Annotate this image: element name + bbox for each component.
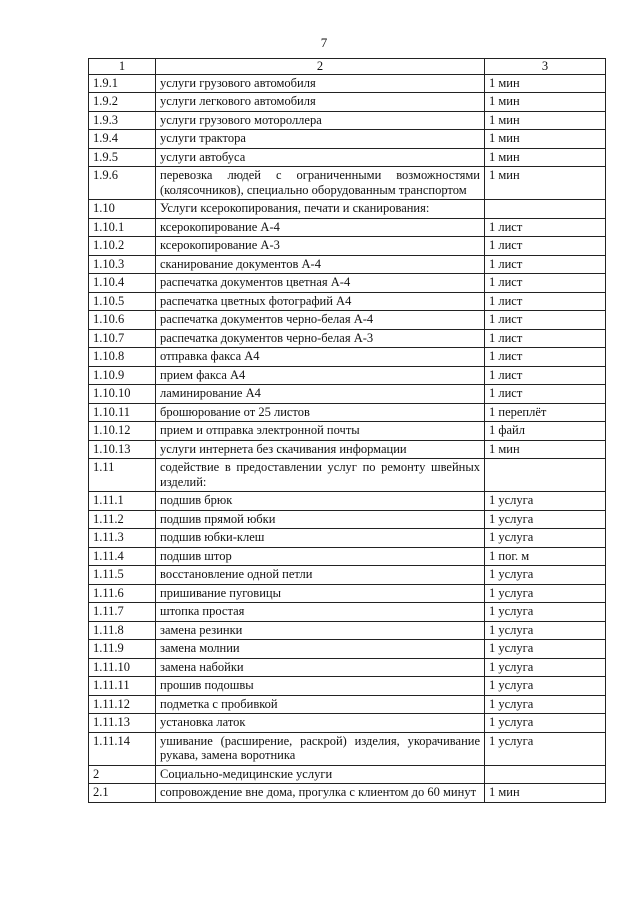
service-name: распечатка документов черно-белая А-3 (156, 329, 485, 348)
table-row (89, 621, 606, 640)
service-name: содействие в предоставлении услуг по ремонту швейных изделий: (156, 459, 485, 492)
service-name: замена набойки (156, 658, 485, 677)
table-row (89, 640, 606, 659)
service-name: Социально-медицинские услуги (156, 765, 485, 784)
services-table (88, 58, 606, 803)
service-name: услуги интернета без скачивания информации (156, 440, 485, 459)
row-number: 1.10 (89, 200, 156, 219)
unit-of-measure: 1 услуга (485, 492, 606, 511)
row-number: 1.11.3 (89, 529, 156, 548)
unit-of-measure: 1 мин (485, 111, 606, 130)
row-number: 1.11.4 (89, 547, 156, 566)
table-row (89, 784, 606, 803)
table-row (89, 311, 606, 330)
row-number: 1.10.5 (89, 292, 156, 311)
table-row (89, 584, 606, 603)
service-name: прием факса А4 (156, 366, 485, 385)
unit-of-measure: 1 услуга (485, 510, 606, 529)
unit-of-measure: 1 услуга (485, 714, 606, 733)
table-row (89, 366, 606, 385)
service-name: перевозка людей с ограниченными возможностями (колясочников), специально оборудованным транспортом (156, 167, 485, 200)
service-name: ушивание (расширение, раскрой) изделия, укорачивание рукава, замена воротника (156, 732, 485, 765)
table-row (89, 677, 606, 696)
unit-of-measure: 1 лист (485, 311, 606, 330)
service-name: распечатка цветных фотографий А4 (156, 292, 485, 311)
table-row (89, 200, 606, 219)
unit-of-measure: 1 лист (485, 274, 606, 293)
service-name: подшив штор (156, 547, 485, 566)
header-col-number: 1 (89, 59, 156, 75)
table-row (89, 603, 606, 622)
row-number: 1.11.14 (89, 732, 156, 765)
unit-of-measure (485, 765, 606, 784)
table-row (89, 765, 606, 784)
row-number: 1.10.1 (89, 218, 156, 237)
service-name: Услуги ксерокопирования, печати и сканирования: (156, 200, 485, 219)
service-name: брошюрование от 25 листов (156, 403, 485, 422)
table-row (89, 566, 606, 585)
row-number: 2 (89, 765, 156, 784)
unit-of-measure: 1 лист (485, 329, 606, 348)
table-row (89, 292, 606, 311)
row-number: 1.11.7 (89, 603, 156, 622)
row-number: 1.10.4 (89, 274, 156, 293)
table-row (89, 714, 606, 733)
row-number: 1.9.4 (89, 130, 156, 149)
service-name: прием и отправка электронной почты (156, 422, 485, 441)
unit-of-measure: 1 услуга (485, 529, 606, 548)
service-name: пришивание пуговицы (156, 584, 485, 603)
row-number: 1.9.1 (89, 74, 156, 93)
row-number: 1.9.2 (89, 93, 156, 112)
service-name: восстановление одной петли (156, 566, 485, 585)
table-header (89, 59, 606, 75)
service-name: ксерокопирование А-4 (156, 218, 485, 237)
table-row (89, 218, 606, 237)
table-row (89, 422, 606, 441)
row-number: 1.10.10 (89, 385, 156, 404)
table-row (89, 74, 606, 93)
service-name: замена молнии (156, 640, 485, 659)
row-number: 1.10.7 (89, 329, 156, 348)
unit-of-measure: 1 услуга (485, 566, 606, 585)
unit-of-measure: 1 переплёт (485, 403, 606, 422)
row-number: 1.10.8 (89, 348, 156, 367)
row-number: 1.9.3 (89, 111, 156, 130)
table-body (89, 74, 606, 802)
service-name: услуги трактора (156, 130, 485, 149)
service-name: подшив брюк (156, 492, 485, 511)
row-number: 2.1 (89, 784, 156, 803)
service-name: отправка факса А4 (156, 348, 485, 367)
unit-of-measure: 1 мин (485, 93, 606, 112)
unit-of-measure: 1 мин (485, 74, 606, 93)
header-row (89, 59, 606, 75)
unit-of-measure: 1 услуга (485, 658, 606, 677)
table-row (89, 237, 606, 256)
unit-of-measure: 1 лист (485, 348, 606, 367)
unit-of-measure: 1 услуга (485, 640, 606, 659)
unit-of-measure: 1 услуга (485, 621, 606, 640)
service-name: прошив подошвы (156, 677, 485, 696)
service-name: подметка с пробивкой (156, 695, 485, 714)
table-row (89, 492, 606, 511)
unit-of-measure: 1 мин (485, 148, 606, 167)
row-number: 1.11.5 (89, 566, 156, 585)
table-row (89, 547, 606, 566)
table-row (89, 111, 606, 130)
unit-of-measure: 1 лист (485, 366, 606, 385)
table-row (89, 385, 606, 404)
table-row (89, 658, 606, 677)
row-number: 1.11.1 (89, 492, 156, 511)
service-name: сопровождение вне дома, прогулка с клиентом до 60 минут (156, 784, 485, 803)
row-number: 1.10.2 (89, 237, 156, 256)
row-number: 1.11.12 (89, 695, 156, 714)
service-name: подшив юбки-клеш (156, 529, 485, 548)
service-name: распечатка документов цветная А-4 (156, 274, 485, 293)
table-row (89, 255, 606, 274)
unit-of-measure: 1 мин (485, 784, 606, 803)
unit-of-measure: 1 файл (485, 422, 606, 441)
row-number: 1.11 (89, 459, 156, 492)
row-number: 1.11.9 (89, 640, 156, 659)
row-number: 1.10.9 (89, 366, 156, 385)
service-name: распечатка документов черно-белая А-4 (156, 311, 485, 330)
unit-of-measure: 1 услуга (485, 584, 606, 603)
unit-of-measure: 1 лист (485, 292, 606, 311)
table-row (89, 348, 606, 367)
row-number: 1.10.3 (89, 255, 156, 274)
unit-of-measure (485, 200, 606, 219)
unit-of-measure: 1 лист (485, 385, 606, 404)
service-name: ксерокопирование А-3 (156, 237, 485, 256)
table-row (89, 403, 606, 422)
unit-of-measure: 1 лист (485, 218, 606, 237)
service-name: ламинирование А4 (156, 385, 485, 404)
table-row (89, 732, 606, 765)
row-number: 1.11.11 (89, 677, 156, 696)
table-row (89, 440, 606, 459)
service-name: услуги грузового автомобиля (156, 74, 485, 93)
table-row (89, 459, 606, 492)
unit-of-measure (485, 459, 606, 492)
row-number: 1.10.13 (89, 440, 156, 459)
table-row (89, 329, 606, 348)
table-row (89, 130, 606, 149)
service-name: замена резинки (156, 621, 485, 640)
service-name: установка латок (156, 714, 485, 733)
table-row (89, 510, 606, 529)
service-name: услуги грузового мотороллера (156, 111, 485, 130)
table-row (89, 167, 606, 200)
table-row (89, 148, 606, 167)
service-name: услуги легкового автомобиля (156, 93, 485, 112)
service-name: сканирование документов А-4 (156, 255, 485, 274)
row-number: 1.11.8 (89, 621, 156, 640)
unit-of-measure: 1 пог. м (485, 547, 606, 566)
header-col-service: 2 (156, 59, 485, 75)
row-number: 1.11.6 (89, 584, 156, 603)
row-number: 1.11.2 (89, 510, 156, 529)
row-number: 1.9.6 (89, 167, 156, 200)
service-name: штопка простая (156, 603, 485, 622)
unit-of-measure: 1 лист (485, 237, 606, 256)
row-number: 1.10.6 (89, 311, 156, 330)
row-number: 1.10.12 (89, 422, 156, 441)
row-number: 1.11.13 (89, 714, 156, 733)
unit-of-measure: 1 мин (485, 440, 606, 459)
table-row (89, 274, 606, 293)
unit-of-measure: 1 мин (485, 130, 606, 149)
page-number: 7 (320, 35, 328, 50)
table-row (89, 93, 606, 112)
row-number: 1.11.10 (89, 658, 156, 677)
service-name: подшив прямой юбки (156, 510, 485, 529)
unit-of-measure: 1 услуга (485, 603, 606, 622)
unit-of-measure: 1 мин (485, 167, 606, 200)
unit-of-measure: 1 услуга (485, 695, 606, 714)
row-number: 1.10.11 (89, 403, 156, 422)
unit-of-measure: 1 услуга (485, 732, 606, 765)
table-row (89, 529, 606, 548)
row-number: 1.9.5 (89, 148, 156, 167)
table-row (89, 695, 606, 714)
header-col-unit: 3 (485, 59, 606, 75)
unit-of-measure: 1 услуга (485, 677, 606, 696)
service-name: услуги автобуса (156, 148, 485, 167)
unit-of-measure: 1 лист (485, 255, 606, 274)
